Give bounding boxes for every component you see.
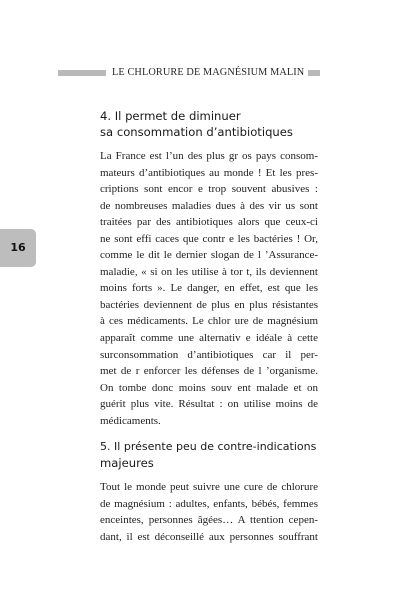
section-heading <box>100 108 318 140</box>
body-line: Tout le monde peut suivre une cure de chlorure <box>100 481 318 494</box>
body-line: surconsommation d’antibiotiques car il per- <box>100 348 318 361</box>
body-line: médicaments. <box>100 414 161 427</box>
body-line: criptions sont encor e trop souvent abusives : <box>100 183 318 196</box>
body-line: de magnésium : adultes, enfants, bébés, femmes <box>100 497 318 510</box>
body-line: maladie, « si on les utilise à tor t, ils deviennent <box>100 265 318 278</box>
running-head-bar-left <box>58 70 106 76</box>
body-line: bactéries deviennent de plus en plus résistantes <box>100 298 318 311</box>
running-head <box>58 66 318 80</box>
body-line: moins forts ». Le danger, en effet, est que les <box>100 282 318 295</box>
heading-line: majeures <box>100 456 154 471</box>
body-line: de nombreuses maladies dues à des vir us sont <box>100 199 318 212</box>
body-line: La France est l’un des plus gr os pays consom- <box>100 150 318 162</box>
body-line: comme le dit le dernier slogan de l ’Assurance- <box>100 249 318 262</box>
body-line: enceintes, personnes âgées… A ttention cepen- <box>100 514 318 527</box>
section-body <box>100 148 318 429</box>
body-line: traitées par des antibiotiques alors que ceux-ci <box>100 216 318 229</box>
section-body <box>100 479 318 545</box>
body-line: apparaît comme une alternativ e idéale à cette <box>100 332 318 345</box>
page-number: 16 <box>10 241 26 254</box>
heading-line: sa consommation d’antibiotiques <box>100 125 293 139</box>
body-line: à ces médicaments. Le chlor ure de magnésium <box>100 315 318 328</box>
page-number-tab <box>0 229 36 267</box>
body-line: mateurs d’antibiotiques au monde ! Et les pres- <box>100 166 318 179</box>
body-line: On tombe donc moins souv ent malade et on <box>100 381 318 394</box>
section-heading <box>100 439 318 471</box>
body-line: dant, il est déconseillé aux personnes souffrant <box>100 530 318 543</box>
body-line: guérit plus vite. Résultat : on utilise moins de <box>100 398 318 411</box>
running-head-title: LE CHLORURE DE MAGNÉSIUM MALIN <box>112 67 305 78</box>
body-line: ne sont effi caces que contr e les bactéries ! Or, <box>100 232 318 245</box>
heading-line: 5. Il présente peu de contre-indications <box>100 440 317 454</box>
running-head-bar-right <box>308 70 320 76</box>
page-content <box>100 108 318 545</box>
body-line: met de r enforcer les défenses de l ’organisme. <box>100 365 318 378</box>
heading-line: 4. Il permet de diminuer <box>100 109 241 123</box>
